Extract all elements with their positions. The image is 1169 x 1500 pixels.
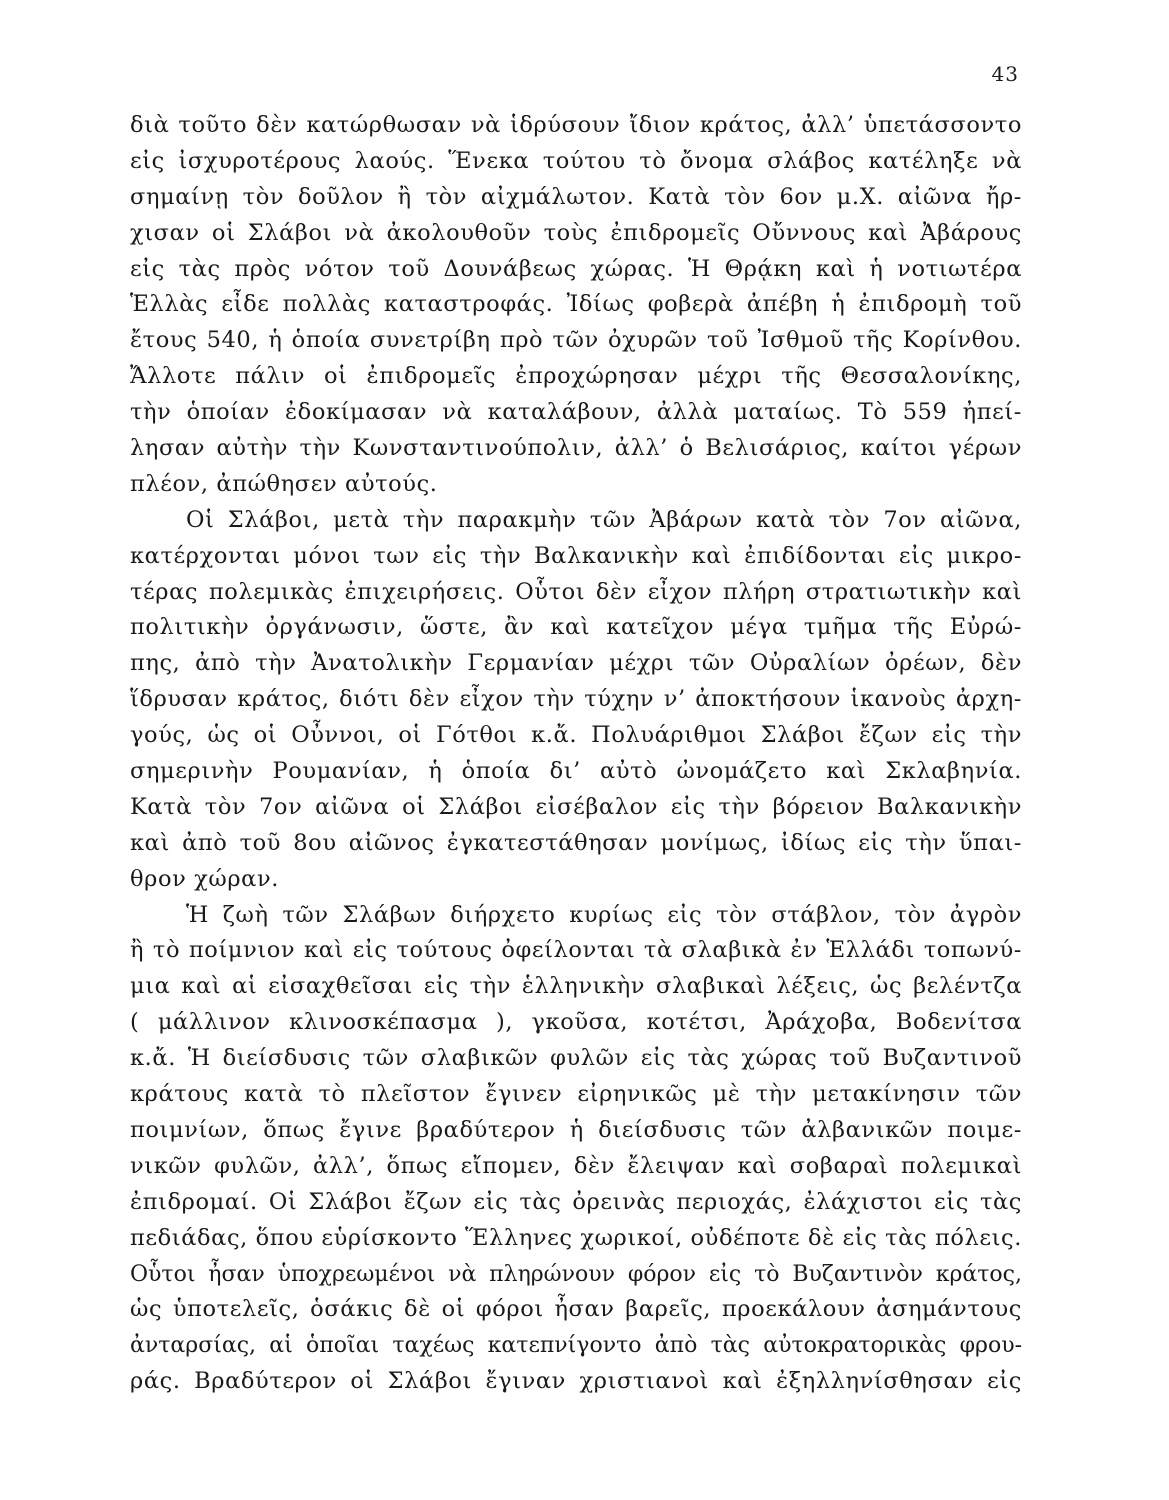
- text-line: τέρας πολεμικὰς ἐπιχειρήσεις. Οὗτοι δὲν εἶχον πλήρη στρατιωτικὴν καὶ: [130, 578, 1022, 605]
- body-text: [130, 108, 1022, 1400]
- text-line: εἰς ἰσχυροτέρους λαούς. Ἕνεκα τούτου τὸ ὄνομα σλάβος κατέληξε νὰ: [130, 147, 1022, 174]
- text-line: Ἡ ζωὴ τῶν Σλάβων διήρχετο κυρίως εἰς τὸν στάβλον, τὸν ἀγρὸν: [186, 901, 1022, 928]
- text-line: ὡς ὑποτελεῖς, ὁσάκις δὲ οἱ φόροι ἦσαν βαρεῖς, προεκάλουν ἀσημάντους: [130, 1296, 1022, 1323]
- text-line: σημερινὴν Ρουμανίαν, ἡ ὁποία δι’ αὐτὸ ὠνομάζετο καὶ Σκλαβηνία.: [130, 758, 1022, 785]
- text-line: Οὗτοι ἦσαν ὑποχρεωμένοι νὰ πληρώνουν φόρον εἰς τὸ Βυζαντινὸν κράτος,: [130, 1261, 1022, 1287]
- text-line: ἢ τὸ ποίμνιον καὶ εἰς τούτους ὀφείλονται τὰ σλαβικὰ ἐν Ἑλλάδι τοπωνύ-: [130, 937, 1022, 964]
- text-line: λησαν αὐτὴν τὴν Κωνσταντινούπολιν, ἀλλ’ ὁ Βελισάριος, καίτοι γέρων: [130, 435, 1022, 462]
- text-line: πλέον, ἀπώθησεν αὐτούς.: [130, 470, 438, 497]
- text-line: Οἱ Σλάβοι, μετὰ τὴν παρακμὴν τῶν Ἀβάρων κατὰ τὸν 7ον αἰῶνα,: [186, 506, 1022, 533]
- text-line: νικῶν φυλῶν, ἀλλ’, ὅπως εἴπομεν, δὲν ἔλειψαν καὶ σοβαραὶ πολεμικαὶ: [130, 1152, 1022, 1179]
- text-line: Ἑλλὰς εἶδε πολλὰς καταστροφάς. Ἰδίως φοβερὰ ἀπέβη ἡ ἐπιδρομὴ τοῦ: [130, 291, 1022, 318]
- page-number: 43: [991, 62, 1019, 86]
- text-line: ἐπιδρομαί. Οἱ Σλάβοι ἔζων εἰς τὰς ὀρεινὰς περιοχάς, ἐλάχιστοι εἰς τὰς: [130, 1188, 1022, 1215]
- text-line: μια καὶ αἱ εἰσαχθεῖσαι εἰς τὴν ἑλληνικὴν σλαβικαὶ λέξεις, ὡς βελέντζα: [130, 973, 1022, 1000]
- text-line: ράς. Βραδύτερον οἱ Σλάβοι ἔγιναν χριστιανοὶ καὶ ἐξηλληνίσθησαν εἰς: [130, 1368, 1022, 1395]
- text-line: πεδιάδας, ὅπου εὑρίσκοντο Ἕλληνες χωρικοί, οὐδέποτε δὲ εἰς τὰς πόλεις.: [130, 1224, 1022, 1251]
- text-line: Ἄλλοτε πάλιν οἱ ἐπιδρομεῖς ἐπροχώρησαν μέχρι τῆς Θεσσαλονίκης,: [130, 363, 1022, 390]
- text-line: κ.ἄ. Ἡ διείσδυσις τῶν σλαβικῶν φυλῶν εἰς τὰς χώρας τοῦ Βυζαντινοῦ: [130, 1045, 1022, 1072]
- text-line: ἀνταρσίας, αἱ ὁποῖαι ταχέως κατεπνίγοντο ἀπὸ τὰς αὐτοκρατορικὰς φρου-: [130, 1333, 1022, 1359]
- text-line: χισαν οἱ Σλάβοι νὰ ἀκολουθοῦν τοὺς ἐπιδρομεῖς Οὔννους καὶ Ἀβάρους: [130, 219, 1022, 246]
- text-line: πης, ἀπὸ τὴν Ἀνατολικὴν Γερμανίαν μέχρι τῶν Οὐραλίων ὀρέων, δὲν: [130, 650, 1022, 677]
- text-line: ποιμνίων, ὅπως ἔγινε βραδύτερον ἡ διείσδυσις τῶν ἀλβανικῶν ποιμε-: [130, 1116, 1022, 1143]
- text-line: σημαίνῃ τὸν δοῦλον ἢ τὸν αἰχμάλωτον. Κατὰ τὸν 6ον μ.Χ. αἰῶνα ἤρ-: [130, 183, 1022, 210]
- text-line: πολιτικὴν ὀργάνωσιν, ὥστε, ἂν καὶ κατεῖχον μέγα τμῆμα τῆς Εὐρώ-: [130, 614, 1022, 641]
- text-line: κατέρχονται μόνοι των εἰς τὴν Βαλκανικὴν καὶ ἐπιδίδονται εἰς μικρο-: [130, 542, 1022, 569]
- text-line: διὰ τοῦτο δὲν κατώρθωσαν νὰ ἱδρύσουν ἴδιον κράτος, ἀλλ’ ὑπετάσσοντο: [130, 112, 1022, 138]
- text-line: τὴν ὁποίαν ἐδοκίμασαν νὰ καταλάβουν, ἀλλὰ ματαίως. Τὸ 559 ἠπεί-: [130, 399, 1022, 426]
- text-line: καὶ ἀπὸ τοῦ 8ου αἰῶνος ἐγκατεστάθησαν μονίμως, ἰδίως εἰς τὴν ὕπαι-: [130, 829, 1022, 856]
- text-line: γούς, ὡς οἱ Οὖννοι, οἱ Γότθοι κ.ἄ. Πολυάριθμοι Σλάβοι ἔζων εἰς τὴν: [130, 722, 1022, 749]
- text-line: κράτους κατὰ τὸ πλεῖστον ἔγινεν εἰρηνικῶς μὲ τὴν μετακίνησιν τῶν: [130, 1081, 1022, 1108]
- text-line: θρον χώραν.: [130, 865, 279, 892]
- text-line: εἰς τὰς πρὸς νότον τοῦ Δουνάβεως χώρας. Ἡ Θρᾴκη καὶ ἡ νοτιωτέρα: [130, 255, 1022, 282]
- text-line: ἵδρυσαν κράτος, διότι δὲν εἶχον τὴν τύχην ν’ ἀποκτήσουν ἱκανοὺς ἀρχη-: [130, 686, 1022, 713]
- text-line: ἔτους 540, ἡ ὁποία συνετρίβη πρὸ τῶν ὀχυρῶν τοῦ Ἰσθμοῦ τῆς Κορίνθου.: [130, 327, 1022, 354]
- text-line: ( μάλλινον κλινοσκέπασμα ), γκοῦσα, κοτέτσι, Ἀράχοβα, Βοδενίτσα: [130, 1009, 1022, 1036]
- text-line: Κατὰ τὸν 7ον αἰῶνα οἱ Σλάβοι εἰσέβαλον εἰς τὴν βόρειον Βαλκανικὴν: [130, 793, 1022, 820]
